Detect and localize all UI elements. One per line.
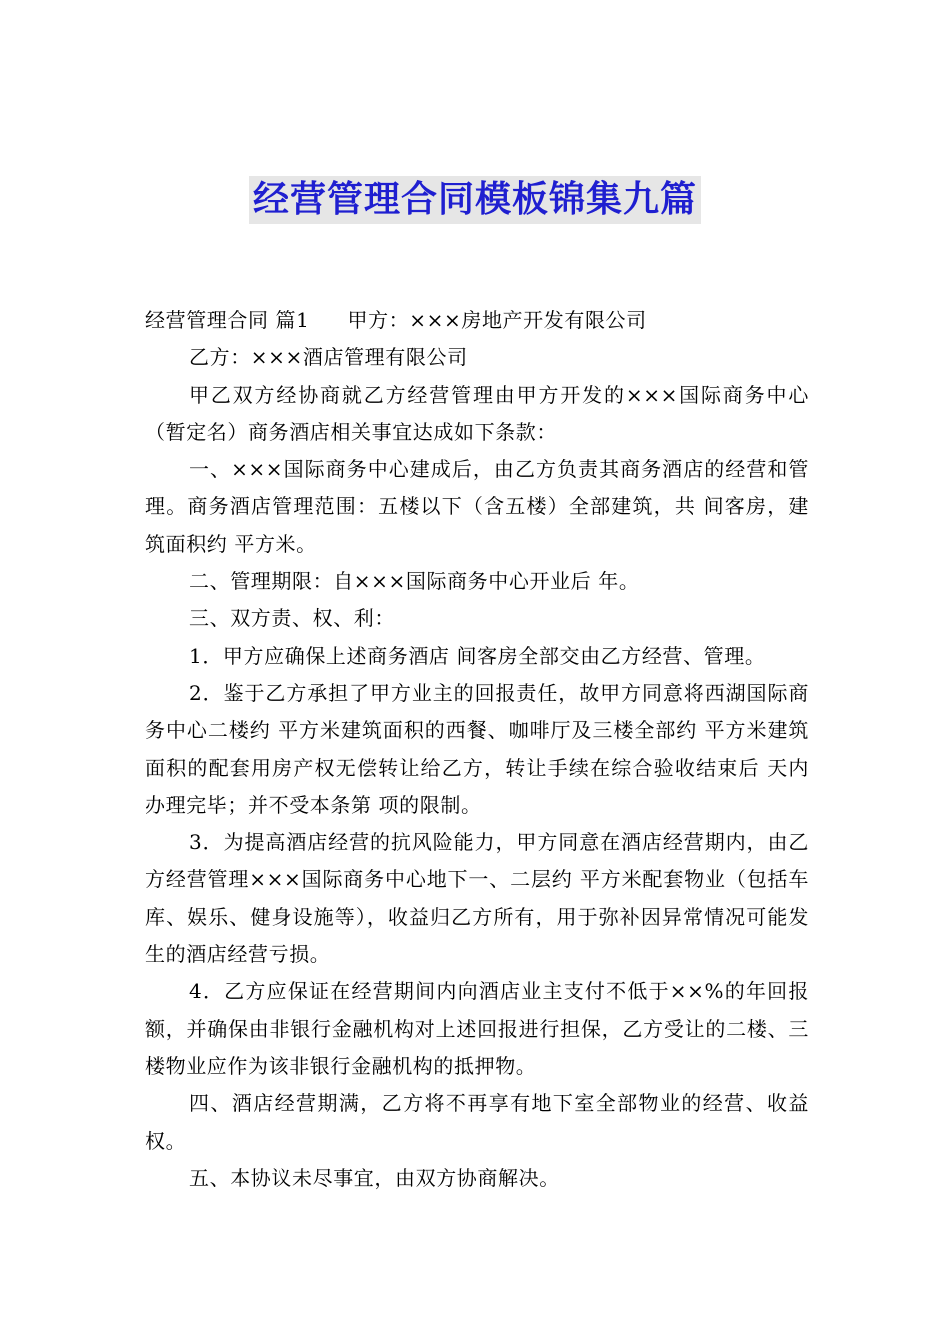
- clause-3-item-2: 2．鉴于乙方承担了甲方业主的回报责任，故甲方同意将西湖国际商务中心二楼约 平方米建筑面积的西餐、咖啡厅及三楼全部约 平方米建筑面积的配套用房产权无偿转让给乙方，转让手续在综合验收结束后 天内办理完毕；并不受本条第 项的限制。: [145, 680, 809, 817]
- title-container: [0, 176, 950, 224]
- party-a-line: 甲方：×××房地产开发有限公司: [347, 308, 647, 332]
- heading-line: [145, 302, 809, 339]
- clause-5: 五、本协议未尽事宜，由双方协商解决。: [189, 1165, 560, 1190]
- clause-1: 一、×××国际商务中心建成后，由乙方负责其商务酒店的经营和管理。商务酒店管理范围：五楼以下（含五楼）全部建筑，共 间客房，建筑面积约 平方米。: [145, 457, 809, 556]
- clause-2: 二、管理期限：自×××国际商务中心开业后 年。: [189, 569, 640, 594]
- clause-4: 四、酒店经营期满，乙方将不再享有地下室全部物业的经营、收益权。: [145, 1091, 809, 1153]
- party-b-line: 乙方：×××酒店管理有限公司: [189, 345, 468, 370]
- clause-3: 三、双方责、权、利：: [189, 606, 395, 631]
- clause-3-item-4: 4．乙方应保证在经营期间内向酒店业主支付不低于××%的年回报额，并确保由非银行金融机构对上述回报进行担保，乙方受让的二楼、三楼物业应作为该非银行金融机构的抵押物。: [145, 979, 809, 1078]
- document-body: [145, 302, 809, 1197]
- document-title: 经营管理合同模板锦集九篇: [249, 176, 701, 224]
- clause-3-item-1: 1．甲方应确保上述商务酒店 间客房全部交由乙方经营、管理。: [189, 643, 766, 668]
- section-heading: 经营管理合同 篇1: [145, 308, 310, 332]
- clause-3-item-3: 3．为提高酒店经营的抗风险能力，甲方同意在酒店经营期内，由乙方经营管理×××国际商务中心地下一、二层约 平方米配套物业（包括车库、娱乐、健身设施等），收益归乙方所有，用于弥补因异常情况可能发生的酒店经营亏损。: [145, 830, 809, 967]
- intro-paragraph: 甲乙双方经协商就乙方经营管理由甲方开发的×××国际商务中心（暂定名）商务酒店相关事宜达成如下条款：: [145, 382, 809, 444]
